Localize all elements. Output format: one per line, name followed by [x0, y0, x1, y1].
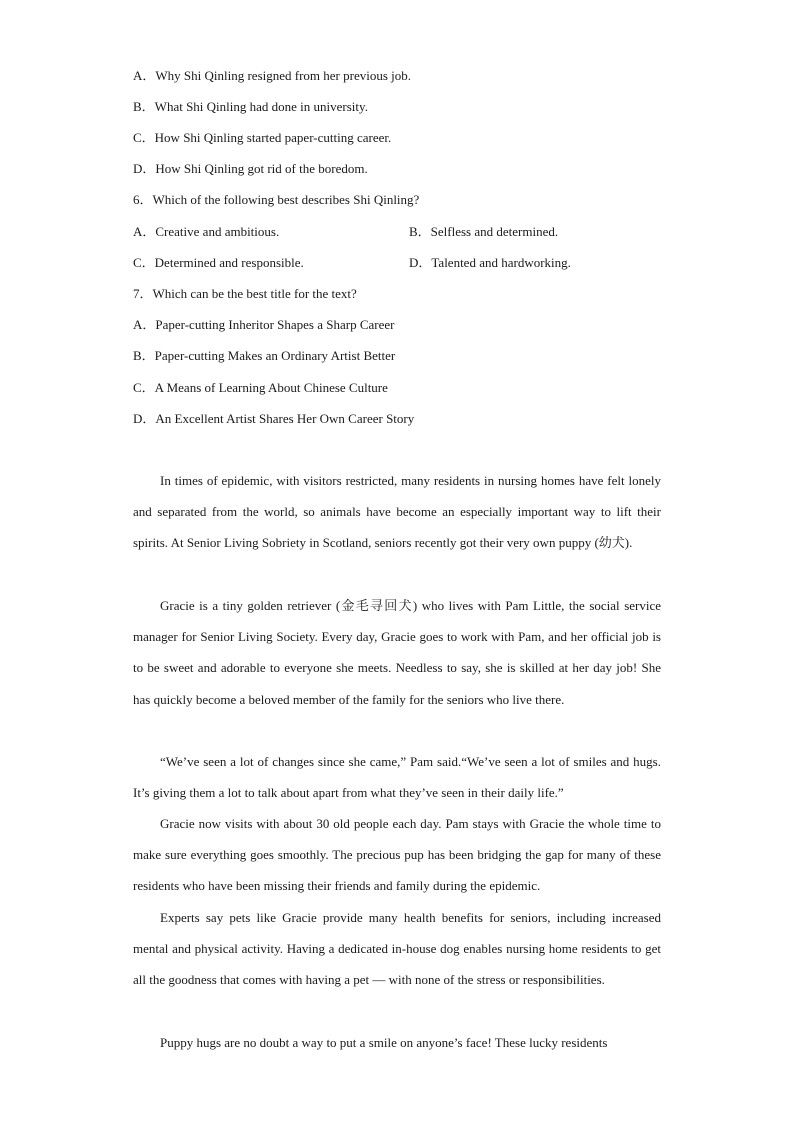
q7-option-a: A．Paper-cutting Inheritor Shapes a Sharp Career	[133, 317, 395, 332]
q7-option-d: D．An Excellent Artist Shares Her Own Career Story	[133, 411, 415, 426]
q6-option-a: A．Creative and ambitious.	[133, 224, 280, 239]
passage-paragraph-5: Experts say pets like Gracie provide many health benefits for seniors, including increased mental and physical activity. Having a dedicated in-house dog enables nursing home residents to get all the goodness that comes with having a pet — with none of the stress or responsibilities.	[133, 910, 661, 988]
passage-paragraph-4: Gracie now visits with about 30 old people each day. Pam stays with Gracie the whole time to make sure everything goes smoothly. The precious pup has been bridging the gap for many of these residents who have been missing their friends and family during the epidemic.	[133, 816, 661, 894]
q6-option-b: B．Selfless and determined.	[409, 224, 559, 239]
q6-option-c: C．Determined and responsible.	[133, 255, 304, 270]
passage-paragraph-2: Gracie is a tiny golden retriever (金毛寻回犬) who lives with Pam Little, the social service manager for Senior Living Society. Every day, Gracie goes to work with Pam, and her official job is to be sweet and adorable to everyone she meets. Needless to say, she is skilled at her day job! She has quickly become a beloved member of the family for the seniors who live there.	[133, 598, 661, 707]
passage-paragraph-6: Puppy hugs are no doubt a way to put a smile on anyone’s face! These lucky residents	[160, 1035, 608, 1050]
q6-option-d: D．Talented and hardworking.	[409, 255, 571, 270]
q5-option-b: B．What Shi Qinling had done in university.	[133, 99, 368, 114]
q5-option-d: D．How Shi Qinling got rid of the boredom.	[133, 161, 368, 176]
q5-option-a: A．Why Shi Qinling resigned from her previous job.	[133, 68, 412, 83]
q7-option-c: C．A Means of Learning About Chinese Culture	[133, 380, 388, 395]
q5-option-c: C．How Shi Qinling started paper-cutting career.	[133, 130, 392, 145]
q6-stem: 6．Which of the following best describes Shi Qinling?	[133, 192, 420, 207]
q7-stem: 7．Which can be the best title for the text?	[133, 286, 357, 301]
q7-option-b: B．Paper-cutting Makes an Ordinary Artist Better	[133, 348, 396, 363]
passage-paragraph-1: In times of epidemic, with visitors restricted, many residents in nursing homes have felt lonely and separated from the world, so animals have become an especially important way to lift their spirits. At Senior Living Sobriety in Scotland, seniors recently got their very own puppy (幼犬).	[133, 473, 661, 551]
passage-paragraph-3: “We’ve seen a lot of changes since she came,” Pam said.“We’ve seen a lot of smiles and hugs. It’s giving them a lot to talk about apart from what they’ve seen in their daily life.”	[133, 754, 661, 801]
